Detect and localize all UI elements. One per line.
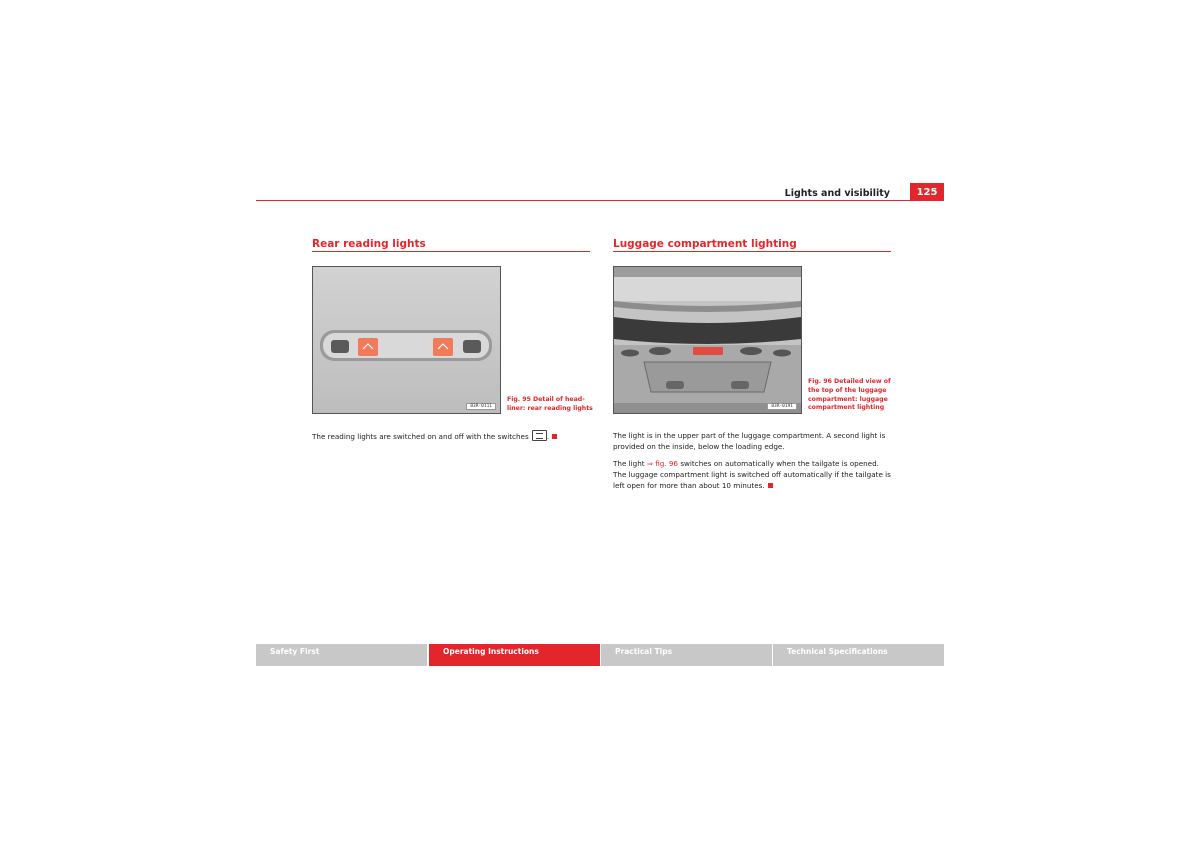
- reading-light-switch-icon: [532, 430, 547, 441]
- figure-96-caption: Fig. 96 Detailed view of the top of the luggage compartment: luggage compartment lighting: [808, 378, 891, 412]
- section-heading-rear-reading-lights: Rear reading lights: [312, 238, 426, 250]
- left-switch-icon: [358, 338, 378, 356]
- left-lamp-icon: [331, 340, 349, 353]
- end-of-section-mark: [768, 483, 773, 488]
- figure-95-caption: Fig. 95 Detail of head- liner: rear reading lights: [507, 396, 593, 412]
- tab-safety-first[interactable]: Safety First: [256, 644, 427, 666]
- tab-operating-instructions[interactable]: Operating Instructions: [429, 644, 600, 666]
- left-body-text: The reading lights are switched on and off with the switches .: [312, 430, 592, 442]
- section-heading-luggage-lighting: Luggage compartment lighting: [613, 238, 797, 250]
- right-body-paragraph-1: The light is in the upper part of the luggage compartment. A second light is provided on the inside, below the loading edge.: [613, 431, 886, 451]
- figure-96-luggage-compartment: [613, 266, 802, 414]
- luggage-compartment-illustration: [614, 267, 801, 413]
- luggage-light-icon: [693, 347, 723, 355]
- right-body-paragraph-2: The light ⇒ fig. 96 switches on automatically when the tailgate is opened. The luggage compartment light is switched off automatically if the tailgate is left open for more than about 10 minutes.: [613, 459, 891, 490]
- headliner-illustration: [313, 267, 500, 413]
- figure-95-headliner: [312, 266, 501, 414]
- tab-practical-tips[interactable]: Practical Tips: [601, 644, 772, 666]
- tab-technical-specifications[interactable]: Technical Specifications: [773, 644, 944, 666]
- end-of-section-mark: [552, 434, 557, 439]
- right-switch-icon: [433, 338, 453, 356]
- figure-code: B3R-0191: [767, 403, 797, 410]
- page-number: 125: [910, 183, 944, 201]
- figure-code: B3R-0111: [466, 403, 496, 410]
- running-header-title: Lights and visibility: [784, 188, 890, 199]
- section-rule: [312, 251, 590, 252]
- right-lamp-icon: [463, 340, 481, 353]
- figure-reference-link[interactable]: ⇒ fig. 96: [646, 459, 679, 468]
- header-rule: [256, 200, 944, 201]
- section-rule: [613, 251, 891, 252]
